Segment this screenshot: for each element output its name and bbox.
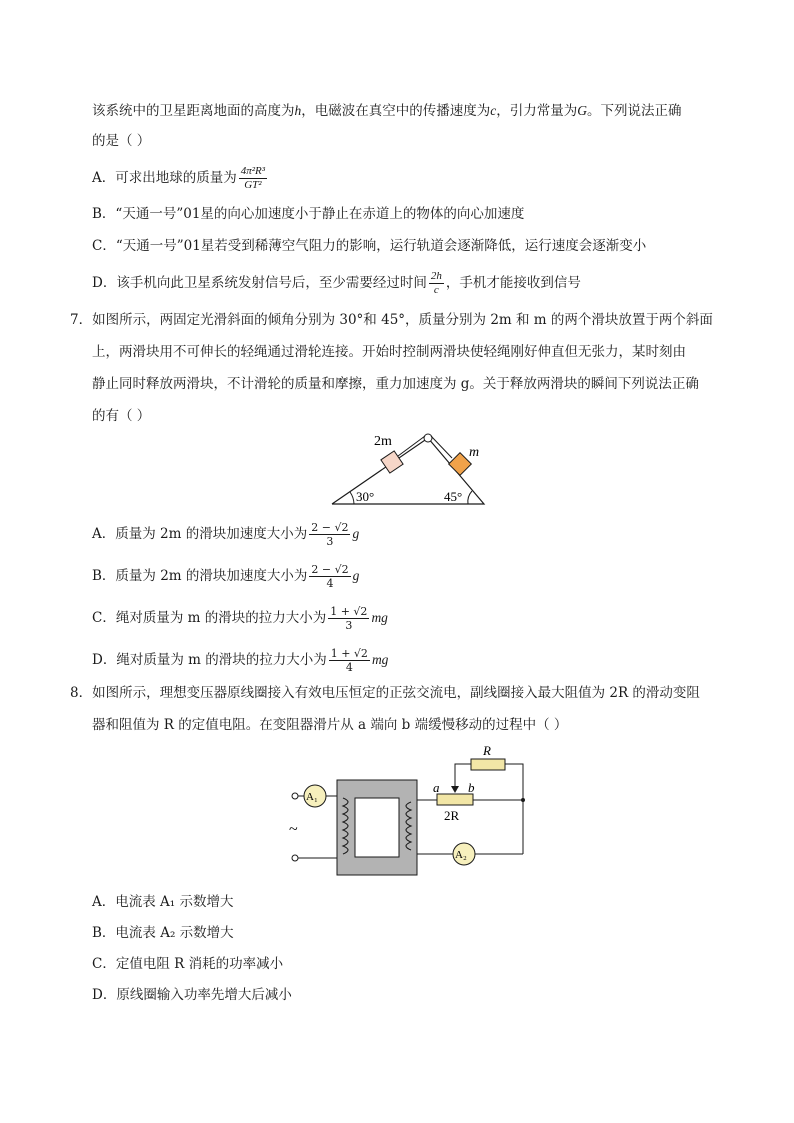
ammeter-a2-label: A₂ <box>455 849 467 861</box>
block-m <box>449 453 472 476</box>
q7-option-a: A．质量为 2m 的滑块加速度大小为 $\frac{2 - √2}{3}$ g <box>92 521 360 548</box>
q8-option-a: A．电流表 A₁ 示数增大 <box>92 894 234 910</box>
label-angle-45: 45° <box>444 489 463 504</box>
angle-arc-right <box>468 491 472 504</box>
q7-stem-line1: 7．如图所示，两固定光滑斜面的倾角分别为 30°和 45°，质量分别为 2m 和 m 的两个滑块放置于两个斜面 <box>70 312 713 328</box>
wire-R-right <box>505 764 523 854</box>
q8-option-c: C．定值电阻 R 消耗的功率减小 <box>92 956 284 972</box>
label-R: R <box>483 743 491 758</box>
q8-transformer-circuit <box>285 742 535 878</box>
q6-option-d: D．该手机向此卫星系统发射信号后，至少需要经过时间 $\frac{2h}{c}$ ，手机才能接收到信号 <box>92 270 581 296</box>
q7-option-d-fraction: $\frac{1 + √2}{4}$ <box>330 647 368 674</box>
q7-option-c: C．绳对质量为 m 的滑块的拉力大小为 $\frac{1 + √2}{3}$ mg <box>92 605 388 632</box>
q7-incline-figure <box>320 428 500 512</box>
label-angle-30: 30° <box>356 489 375 504</box>
q7-option-d: D．绳对质量为 m 的滑块的拉力大小为 $\frac{1 + √2}{4}$ mg <box>92 647 389 674</box>
q6-option-a: A．可求出地球的质量为 $\frac{\text{4π²R³}}{\text{GT²}}$ <box>92 165 266 191</box>
input-terminal-top <box>292 793 298 799</box>
ammeter-a1-label: A₁ <box>306 791 318 803</box>
transformer-core-window <box>355 798 399 857</box>
label-2R: 2R <box>444 808 460 823</box>
q8-option-d: D．原线圈输入功率先增大后减小 <box>92 987 292 1003</box>
q7-stem-line4: 的有（ ） <box>92 408 151 424</box>
q8-option-b: B．电流表 A₂ 示数增大 <box>92 925 234 941</box>
q7-stem-line2: 上，两滑块用不可伸长的轻绳通过滑轮连接。开始时控制两滑块使轻绳刚好伸直但无张力，某时刻由 <box>92 344 686 360</box>
q6-stem-line1: 该系统中的卫星距离地面的高度为h，电磁波在真空中的传播速度为c，引力常量为G。下列说法正确 <box>92 103 682 119</box>
q7-option-c-fraction: $\frac{1 + √2}{3}$ <box>330 605 368 632</box>
rope-left <box>398 436 425 456</box>
slider-arrowhead <box>451 786 459 793</box>
q6-stem-line2: 的是（ ） <box>92 133 151 149</box>
q8-stem-line2: 器和阻值为 R 的定值电阻。在变阻器滑片从 a 端向 b 端缓慢移动的过程中（ ） <box>92 717 568 733</box>
label-m: m <box>469 445 480 460</box>
q7-stem-line3: 静止同时释放两滑块，不计滑轮的质量和摩擦，重力加速度为 g。关于释放两滑块的瞬间下列说法正确 <box>92 376 699 392</box>
label-a: a <box>433 780 440 795</box>
q7-option-b: B．质量为 2m 的滑块加速度大小为 $\frac{2 - √2}{4}$ g <box>92 563 360 590</box>
resistor-R <box>471 759 505 770</box>
q6-option-a-fraction: $\frac{\text{4π²R³}}{\text{GT²}}$ <box>240 165 266 191</box>
label-b: b <box>468 780 475 795</box>
q6-option-d-fraction: $\frac{2h}{c}$ <box>430 270 442 296</box>
angle-arc-left <box>350 492 354 504</box>
q7-option-b-fraction: $\frac{2 - √2}{4}$ <box>311 563 349 590</box>
q7-option-a-fraction: $\frac{2 - √2}{3}$ <box>311 521 349 548</box>
q8-stem-line1: 8．如图所示，理想变压器原线圈接入有效电压恒定的正弦交流电，副线圈接入最大阻值为 2R 的滑动变阻 <box>70 685 700 701</box>
label-2m: 2m <box>374 434 392 449</box>
q6-option-b: B．“天通一号”01星的向心加速度小于静止在赤道上的物体的向心加速度 <box>92 206 525 222</box>
q6-option-c: C．“天通一号”01星若受到稀薄空气阻力的影响，运行轨道会逐渐降低，运行速度会逐渐变小 <box>92 238 647 254</box>
input-terminal-bottom <box>292 855 298 861</box>
pulley <box>424 434 432 442</box>
ac-symbol: ~ <box>289 821 298 838</box>
rheostat-2R <box>437 794 473 805</box>
